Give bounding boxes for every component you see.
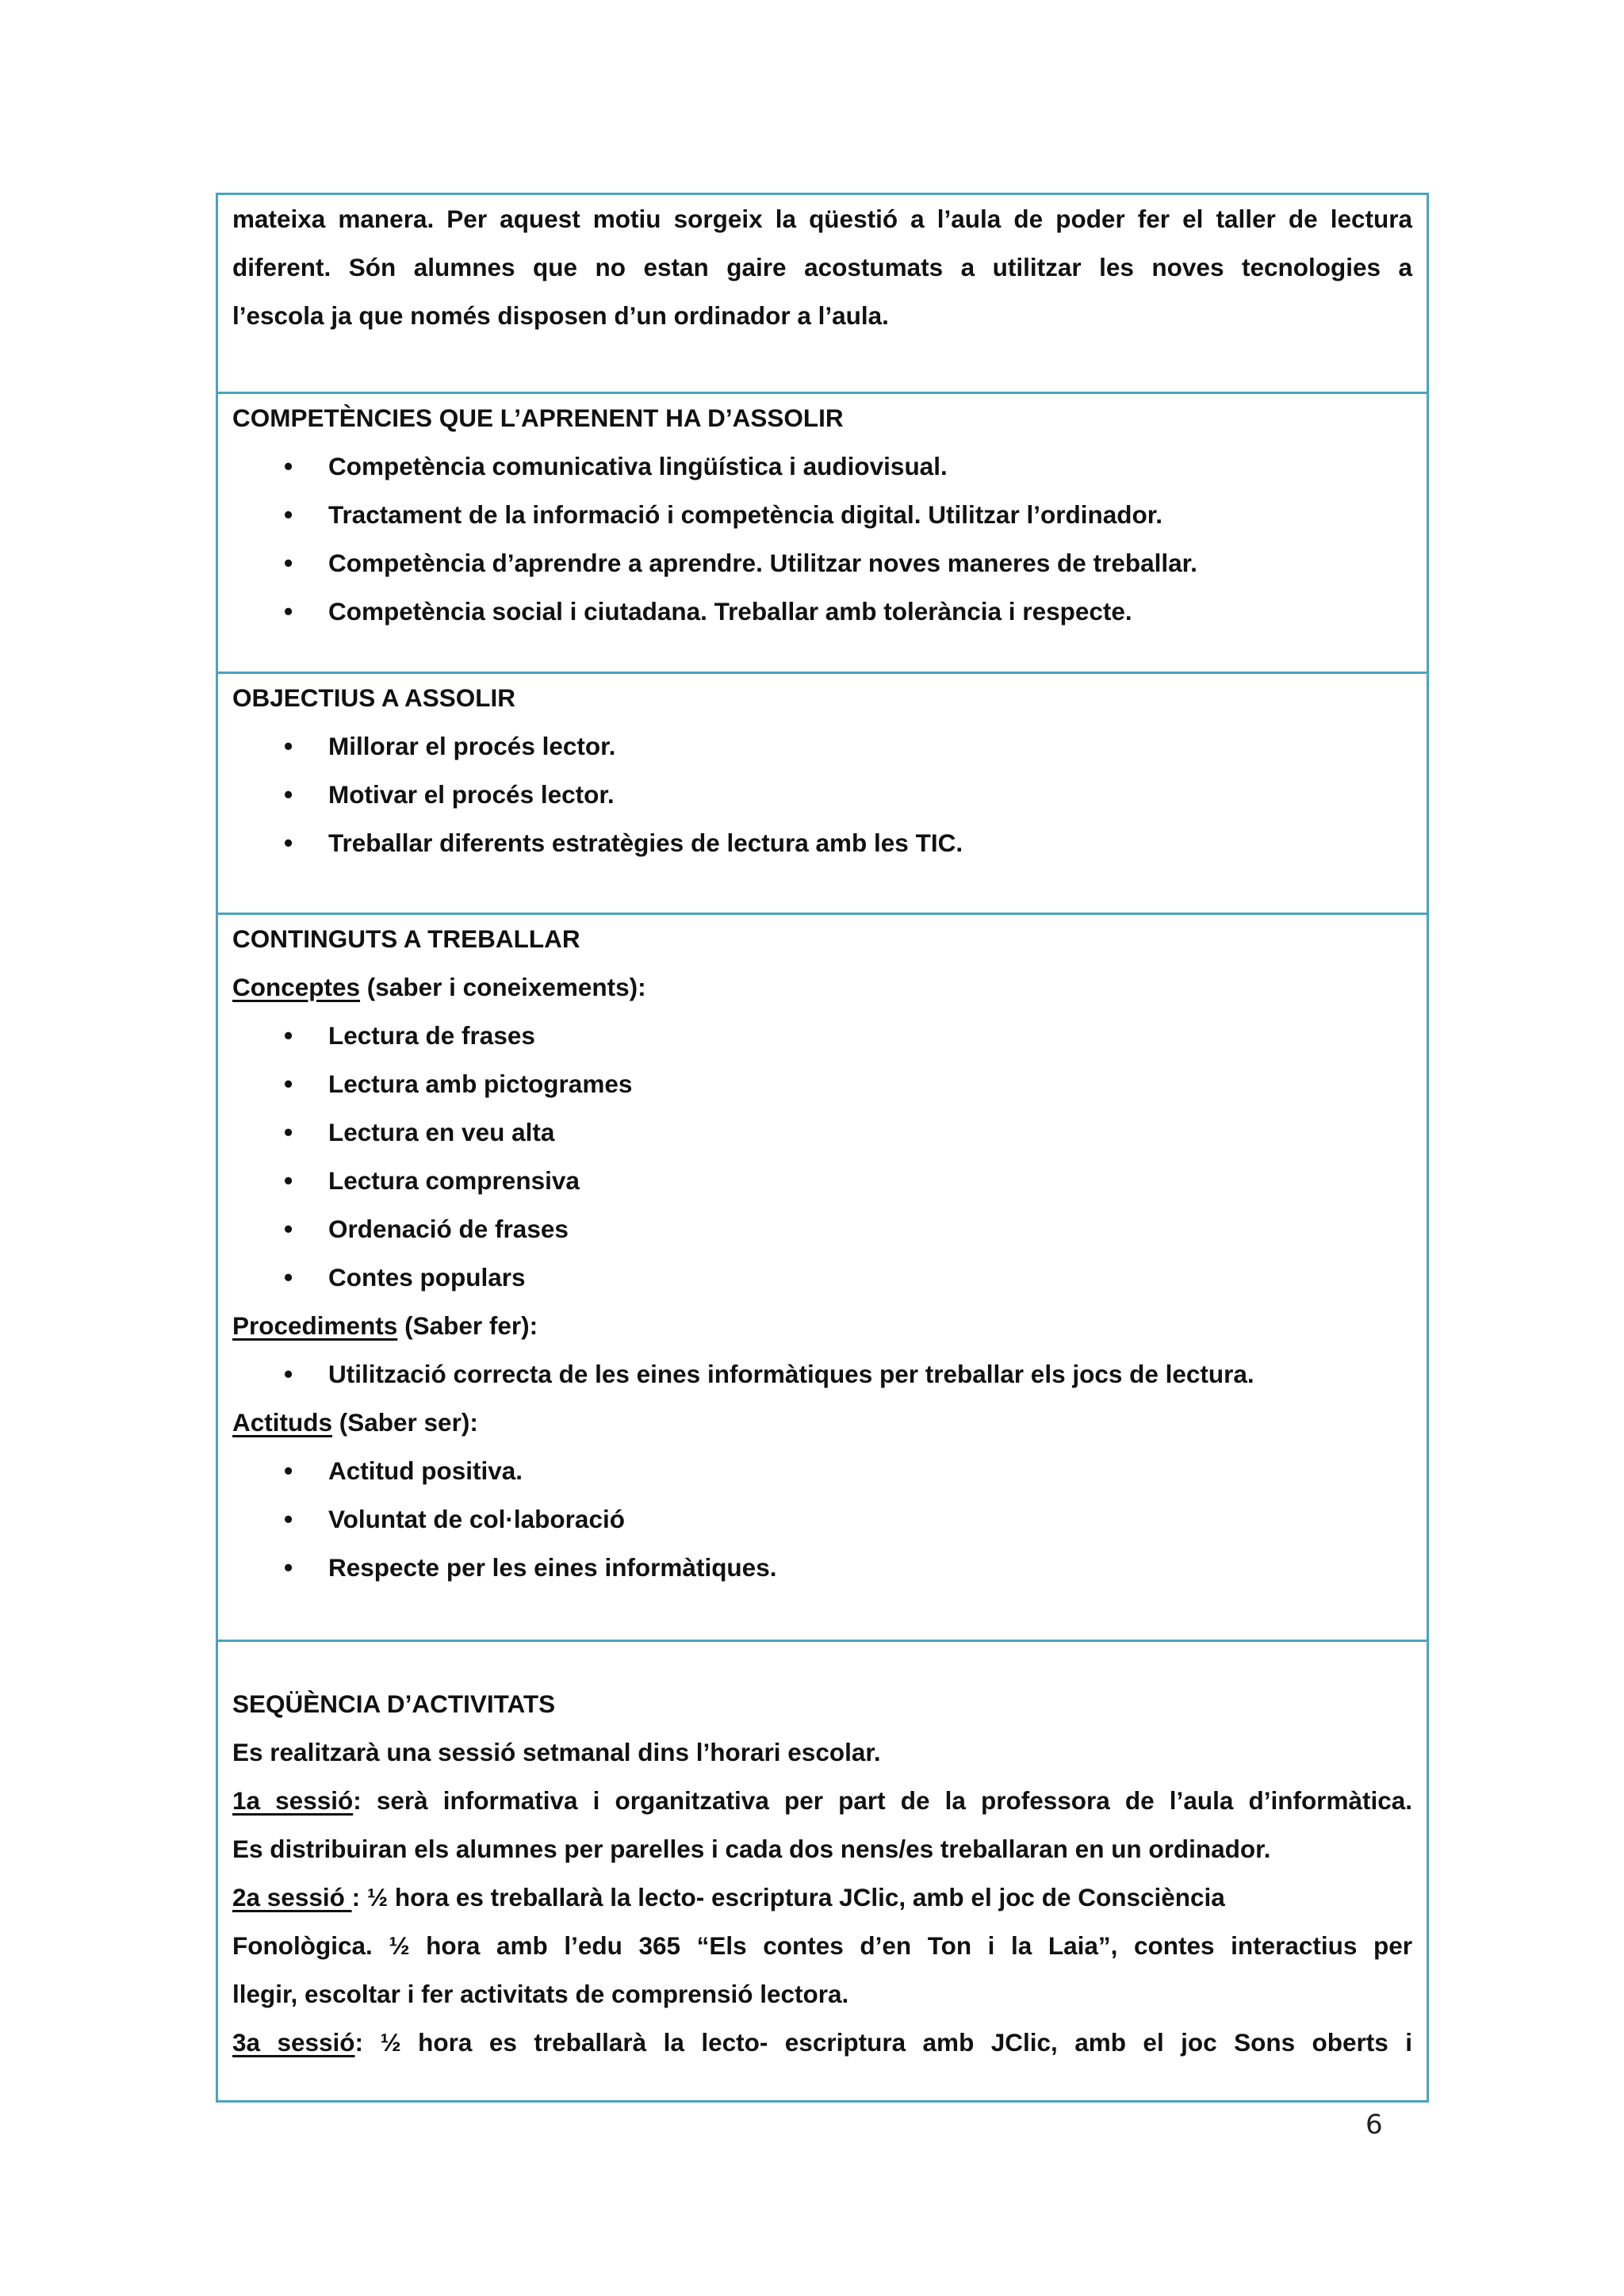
concepts-heading xyxy=(232,963,1412,1012)
procedures-heading xyxy=(232,1302,1412,1350)
attitudes-label: Actituds xyxy=(232,1408,332,1437)
contents-row xyxy=(217,914,1428,1641)
concepts-rest: (saber i coneixements): xyxy=(360,973,646,1001)
procedures-label: Procediments xyxy=(232,1311,398,1340)
competencies-list xyxy=(232,442,1412,636)
intro-line-3: l’escola ja que només disposen d’un ordinador a l’aula. xyxy=(232,301,889,330)
list-item: • Lectura de frases xyxy=(232,1012,1412,1060)
list-item: • Millorar el procés lector. xyxy=(232,722,1412,771)
list-item: • Contes populars xyxy=(232,1253,1412,1302)
list-item: • Lectura amb pictogrames xyxy=(232,1060,1412,1108)
list-item: • Lectura comprensiva xyxy=(232,1157,1412,1205)
session-1-line-1 xyxy=(232,1777,1412,1825)
session-1-text: : serà informativa i organitzativa per part de la professora de l’aula d’informàtica. xyxy=(353,1786,1412,1815)
list-item: • Voluntat de col·laboració xyxy=(232,1495,1412,1544)
session-2-line-3: llegir, escoltar i fer activitats de comprensió lectora. xyxy=(232,1980,849,2008)
list-item: • Treballar diferents estratègies de lectura amb les TIC. xyxy=(232,819,1412,867)
list-item: • Tractament de la informació i competència digital. Utilitzar l’ordinador. xyxy=(232,491,1412,539)
intro-row xyxy=(217,194,1428,393)
list-item: • Competència d’aprendre a aprendre. Utilitzar noves maneres de treballar. xyxy=(232,539,1412,587)
session-3-text: : ½ hora es treballarà la lecto- escriptura amb JClic, amb el joc Sons oberts i xyxy=(354,2028,1412,2057)
session-2-line-1 xyxy=(232,1873,1412,1922)
list-item: • Respecte per les eines informàtiques. xyxy=(232,1544,1412,1592)
sequence-row xyxy=(217,1641,1428,2102)
session-1-line-2: Es distribuiran els alumnes per parelles i cada dos nens/es treballaran en un ordinador. xyxy=(232,1835,1271,1863)
sequence-cell xyxy=(217,1641,1428,2102)
intro-cell xyxy=(217,194,1428,393)
attitudes-rest: (Saber ser): xyxy=(332,1408,478,1437)
list-item: • Utilització correcta de les eines informàtiques per treballar els jocs de lectura. xyxy=(232,1350,1412,1399)
competencies-cell xyxy=(217,393,1428,673)
sequence-intro: Es realitzarà una sessió setmanal dins l’horari escolar. xyxy=(232,1738,881,1766)
page-number: 6 xyxy=(1365,2109,1383,2141)
objectives-list xyxy=(232,722,1412,867)
competencies-row xyxy=(217,393,1428,673)
objectives-title: OBJECTIUS A ASSOLIR xyxy=(232,683,516,712)
session-2-line-2: Fonològica. ½ hora amb l’edu 365 “Els contes d’en Ton i la Laia”, contes interactius per xyxy=(232,1931,1412,1960)
session-3-line-1 xyxy=(232,2019,1412,2067)
list-item: • Competència comunicativa lingüística i audiovisual. xyxy=(232,442,1412,491)
list-item: • Lectura en veu alta xyxy=(232,1108,1412,1157)
session-2-text: : ½ hora es treballarà la lecto- escriptura JClic, amb el joc de Consciència xyxy=(351,1883,1225,1911)
intro-line-1: mateixa manera. Per aquest motiu sorgeix la qüestió a l’aula de poder fer el taller de lectura xyxy=(232,205,1412,233)
concepts-label: Conceptes xyxy=(232,973,361,1001)
session-2-label: 2a sessió xyxy=(232,1883,352,1911)
objectives-row xyxy=(217,673,1428,914)
contents-title: CONTINGUTS A TREBALLAR xyxy=(232,924,580,953)
attitudes-list xyxy=(232,1447,1412,1592)
intro-line-2: diferent. Són alumnes que no estan gaire acostumats a utilitzar les noves tecnologies a xyxy=(232,253,1412,281)
session-1-label: 1a sessió xyxy=(232,1786,354,1815)
lesson-plan-table xyxy=(216,193,1429,2103)
procedures-list xyxy=(232,1350,1412,1399)
list-item: • Competència social i ciutadana. Treballar amb tolerància i respecte. xyxy=(232,587,1412,636)
procedures-rest: (Saber fer): xyxy=(397,1311,538,1340)
list-item: • Motivar el procés lector. xyxy=(232,771,1412,819)
session-3-label: 3a sessió xyxy=(232,2028,355,2057)
attitudes-heading xyxy=(232,1399,1412,1447)
list-item: • Actitud positiva. xyxy=(232,1447,1412,1495)
concepts-list xyxy=(232,1012,1412,1302)
objectives-cell xyxy=(217,673,1428,914)
competencies-title: COMPETÈNCIES QUE L’APRENENT HA D’ASSOLIR xyxy=(232,404,844,432)
contents-cell xyxy=(217,914,1428,1641)
sequence-title: SEQÜÈNCIA D’ACTIVITATS xyxy=(232,1689,556,1718)
list-item: • Ordenació de frases xyxy=(232,1205,1412,1253)
